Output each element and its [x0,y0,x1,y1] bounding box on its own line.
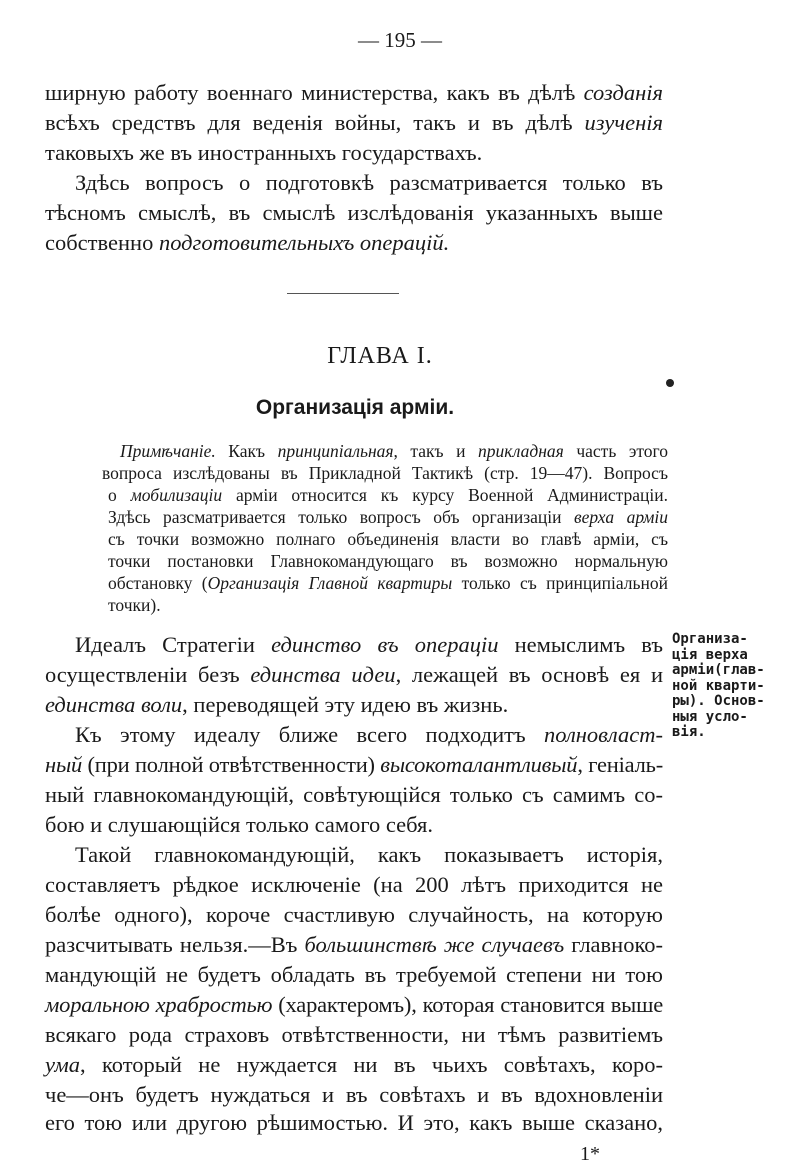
text: разсчитывать нельзя.—Въ [45,932,305,957]
text: , переводящей эту идею въ жизнь. [182,692,509,717]
signature-mark: 1* [580,1143,600,1165]
text-line [45,1108,663,1138]
text: всякаго рода страховъ отвѣтственности, ни тѣмъ развитіемъ [45,1022,663,1047]
ink-dot [666,379,674,387]
margin-note-line: ныя усло- [672,708,748,725]
text: вопроса изслѣдованы въ Прикладной Тактикѣ (стр. 19—47). Вопросъ [102,463,668,483]
margin-note-line: арміи(глав- [672,662,765,678]
text-line [45,228,663,258]
italic-text: единства воли [45,692,183,717]
text-line [108,572,668,594]
text-line [120,440,668,462]
italic-text: единства идеи [250,662,396,687]
text: Какъ [215,441,278,461]
text: болѣе одного), короче счастливую случайность, на которую [45,902,663,927]
page-number: — 195 — [358,28,442,52]
text-line [45,870,663,900]
text: тѣсномъ смыслѣ, въ смыслѣ изслѣдованія указанныхъ выше [45,200,663,225]
italic-text: полновласт- [544,722,663,747]
text-line [45,780,663,810]
text: (при полной отвѣтственности) [82,752,381,777]
italic-text: моральною храбростью [45,992,273,1017]
text: осуществленіи безъ [45,662,251,687]
text: арміи относится къ курсу Военной Администраціи. [222,485,669,505]
text-line [75,840,663,870]
text-line [108,484,668,506]
text: мандующій не будетъ обладать въ требуемой степени ни тою [45,962,663,987]
italic-text: ный [45,752,83,777]
text-line [75,630,663,660]
text-line [45,660,663,690]
text: , геніаль- [577,752,663,777]
margin-note-line: ція верха [672,646,748,663]
text-line [45,1050,663,1080]
text: обстановку ( [108,573,208,593]
text-line [108,506,668,528]
italic-text: большинствѣ же случаевъ [304,932,565,957]
text: таковыхъ же въ иностранныхъ государствахъ. [45,140,483,165]
text-line [108,528,668,550]
text-line [45,930,663,960]
italic-text: Организація Главной квартиры [207,573,453,593]
text: Здѣсь вопросъ о подготовкѣ разсматривается только въ [75,170,663,195]
margin-note-line: вія. [672,724,706,740]
chapter-title: ГЛАВА I. [327,343,433,369]
italic-text: верха арміи [574,507,668,527]
italic-text: изученія [584,110,663,135]
italic-text: принципіальная [277,441,394,461]
text: его тою или другою рѣшимостью. И это, какъ выше сказано, [45,1110,663,1135]
text: точки). [108,595,161,615]
text: Здѣсь разсматривается только вопросъ объ организаціи [108,507,575,527]
text: точки постановки Главнокомандующаго въ возможно нормальную [108,551,668,571]
italic-text: прикладная [478,441,564,461]
text: собственно [45,230,159,255]
italic-text: созданія [583,80,663,105]
text-line [75,720,663,750]
italic-text: высокоталантливый [380,752,578,777]
text-line [45,960,663,990]
text: всѣхъ средствъ для веденія войны, такъ и въ дѣлѣ [45,110,585,135]
text: че—онъ будетъ нуждаться и въ совѣтахъ и въ вдохновленіи [45,1082,663,1107]
chapter-subtitle: Организація арміи. [255,396,455,419]
italic-text: мобилизаціи [130,485,223,505]
text: съ точки возможно полнаго объединенія власти во главѣ арміи, съ [108,529,668,549]
text-line [45,198,663,228]
text: ный главнокомандующій, совѣтующійся только съ самимъ со- [45,782,663,807]
text-line [45,690,663,720]
text: ширную работу военнаго министерства, какъ въ дѣлѣ [45,80,584,105]
italic-text: Примѣчаніе. [120,441,216,461]
text: главноко- [564,932,663,957]
text: , который не нуждается ни въ чьихъ совѣтахъ, коро- [80,1052,663,1077]
margin-note [672,632,784,741]
text: только съ принципіальной [452,573,668,593]
text: немыслимъ въ [498,632,663,657]
text-line [45,900,663,930]
margin-note-line: Организа- [672,631,748,647]
text: бою и слушающійся только самого себя. [45,812,433,837]
text: Такой главнокомандующій, какъ показываетъ исторія, [75,842,663,867]
section-divider [287,293,399,294]
text: часть этого [563,441,668,461]
text-line [102,462,668,484]
text: , лежащей въ основѣ ея и [395,662,663,687]
margin-note-line: ной кварти- [672,677,765,694]
text-line [45,78,663,108]
text: Къ этому идеалу ближе всего подходитъ [75,722,544,747]
text-line [45,108,663,138]
text: о [108,485,131,505]
text-line [45,990,663,1020]
margin-note-line: ры). Основ- [672,693,765,709]
text: составляетъ рѣдкое исключеніе (на 200 лѣтъ приходится не [45,872,663,897]
text-line [45,1080,663,1110]
text-line [45,138,663,168]
text: Идеалъ Стратегіи [75,632,272,657]
text-line [45,750,663,780]
text-line [45,1020,663,1050]
italic-text: ума [45,1052,81,1077]
text-line [75,168,663,198]
text-line [45,810,663,840]
text: (характеромъ), которая становится выше [272,992,663,1017]
italic-text: единство въ операціи [271,632,499,657]
italic-text: подготовительныхъ операцій. [158,230,450,255]
text: , такъ и [393,441,479,461]
text-line [108,594,668,616]
text-line [108,550,668,572]
